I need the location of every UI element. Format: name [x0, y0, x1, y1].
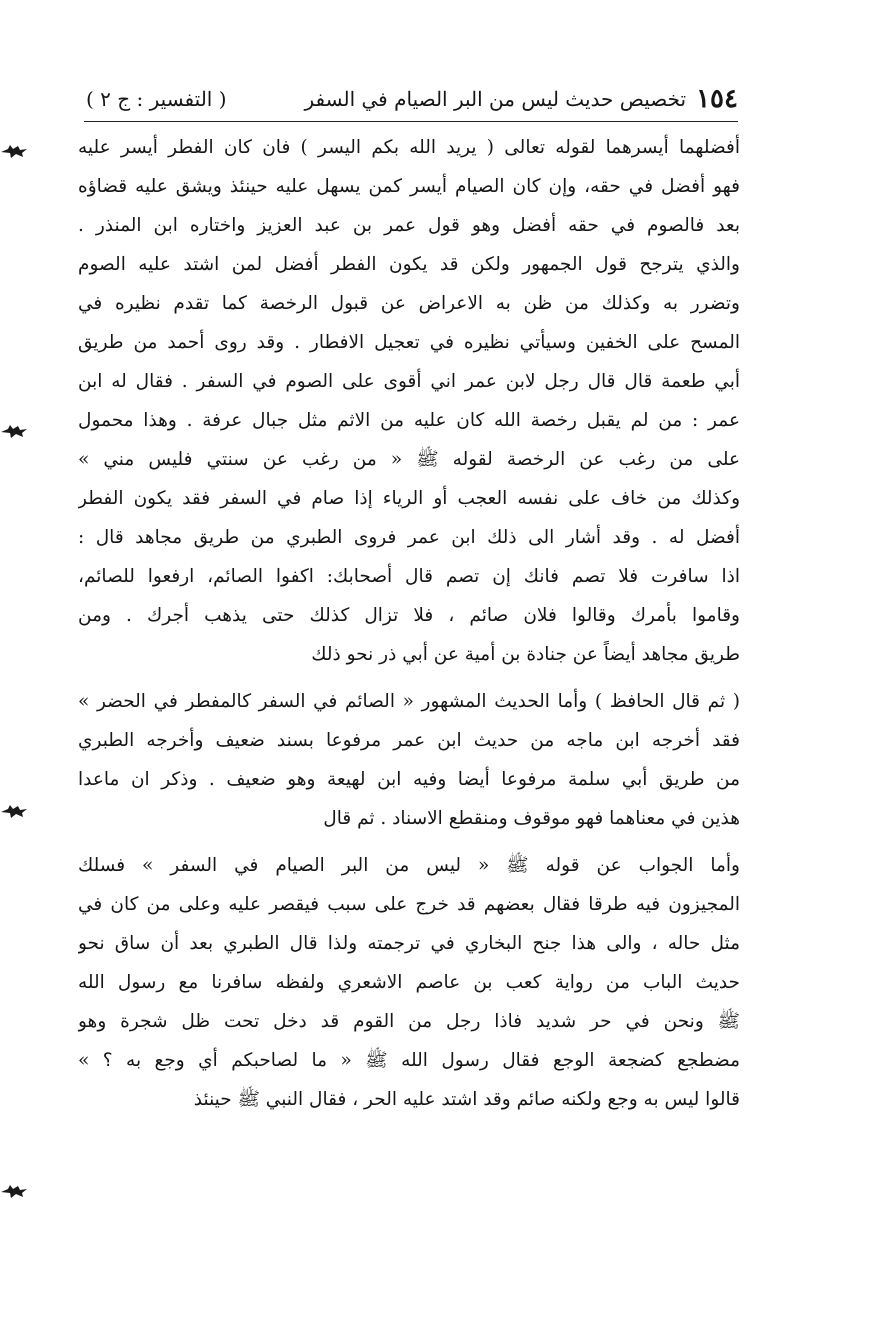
- paragraph: [78, 682, 740, 838]
- text-line: اذا سافرت فلا تصم فانك إن تصم قال أصحابك: اكفوا الصائم، ارفعوا للصائم،: [78, 566, 740, 587]
- text-line: وقاموا بأمرك وقالوا فلان صائم ، فلا تزال كذلك حتى يذهب أجرك . ومن: [78, 605, 740, 626]
- text-line: من طريق أبي سلمة مرفوعا أيضا وفيه ابن لهيعة وهو ضعيف . وذكر ان ماعدا: [78, 769, 740, 790]
- text-line: على من رغب عن الرخصة لقوله ﷺ « من رغب عن سنتي فليس مني »: [78, 449, 740, 470]
- text-line: وأما الجواب عن قوله ﷺ « ليس من البر الصيام في السفر » فسلك: [78, 855, 740, 876]
- page-header: [86, 78, 738, 120]
- text-line: أبي طعمة قال قال رجل لابن عمر اني أقوى على الصوم في السفر . فقال له ابن: [78, 371, 740, 392]
- text-line: طريق مجاهد أيضاً عن جنادة بن أمية عن أبي ذر نحو ذلك: [311, 644, 740, 665]
- margin-ornament-icon: [0, 803, 30, 819]
- text-line: ( ثم قال الحافظ ) وأما الحديث المشهور « الصائم في السفر كالمفطر في الحضر »: [78, 691, 740, 712]
- page-number: ١٥٤: [696, 84, 738, 114]
- body-text: [78, 128, 740, 1119]
- text-line: حديث الباب من رواية كعب بن عاصم الاشعري ولفظه سافرنا مع رسول الله: [78, 972, 740, 993]
- paragraph: [78, 846, 740, 1119]
- text-line: المسح على الخفين وسيأتي نظيره في تعجيل الافطار . وقد روى أحمد من طريق: [78, 332, 740, 353]
- text-line: وتضرر به وكذلك من ظن به الاعراض عن قبول الرخصة كما تقدم نظيره في: [78, 293, 740, 314]
- text-line: ﷺ ونحن في حر شديد فاذا رجل من القوم قد دخل تحت ظل شجرة وهو: [78, 1011, 740, 1032]
- text-line: بعد فالصوم في حقه أفضل وهو قول عمر بن عبد العزيز واختاره ابن المنذر .: [78, 215, 740, 236]
- text-line: والذي يترجح قول الجمهور ولكن قد يكون الفطر أفضل لمن اشتد عليه الصوم: [78, 254, 740, 275]
- margin-ornament-icon: [0, 423, 30, 439]
- margin-ornament-icon: [0, 1183, 30, 1199]
- text-line: عمر : من لم يقبل رخصة الله كان عليه من الاثم مثل جبال عرفة . وهذا محمول: [78, 410, 740, 431]
- volume-label: ( التفسير : ج ٢ ): [86, 87, 227, 111]
- text-line: مثل حاله ، والى هذا جنح البخاري في ترجمته ولذا قال الطبري بعد أن ساق نحو: [78, 933, 740, 954]
- text-line: قالوا ليس به وجع ولكنه صائم وقد اشتد عليه الحر ، فقال النبي ﷺ حينئذ: [193, 1089, 740, 1110]
- header-divider: [84, 121, 738, 122]
- text-line: أفضلهما أيسرهما لقوله تعالى ( يريد الله بكم اليسر ) فان كان الفطر أيسر عليه: [78, 137, 740, 158]
- text-line: أفضل له . وقد أشار الى ذلك ابن عمر فروى الطبري من طريق مجاهد قال :: [78, 527, 740, 548]
- text-line: المجيزون فيه طرقا فقال بعضهم قد خرج على سبب فيقصر عليه وعلى من كان في: [78, 894, 740, 915]
- text-line: وكذلك من خاف على نفسه العجب أو الرياء إذا صام في السفر فقد يكون الفطر: [78, 488, 740, 509]
- paragraph-gap: [78, 674, 740, 682]
- paragraph: [78, 128, 740, 674]
- text-line: هذين في معناهما فهو موقوف ومنقطع الاسناد . ثم قال: [323, 808, 740, 829]
- paragraph-gap: [78, 838, 740, 846]
- running-title: تخصيص حديث ليس من البر الصيام في السفر: [304, 87, 687, 111]
- margin-ornament-icon: [0, 143, 30, 159]
- text-line: فهو أفضل في حقه، وإن كان الصيام أيسر كمن يسهل عليه حينئذ ويشق عليه قضاؤه: [78, 176, 740, 197]
- text-line: فقد أخرجه ابن ماجه من حديث ابن عمر مرفوعا بسند ضعيف وأخرجه الطبري: [78, 730, 740, 751]
- text-line: مضطجع كضجعة الوجع فقال رسول الله ﷺ « ما لصاحبكم أي وجع به ؟ »: [78, 1050, 740, 1071]
